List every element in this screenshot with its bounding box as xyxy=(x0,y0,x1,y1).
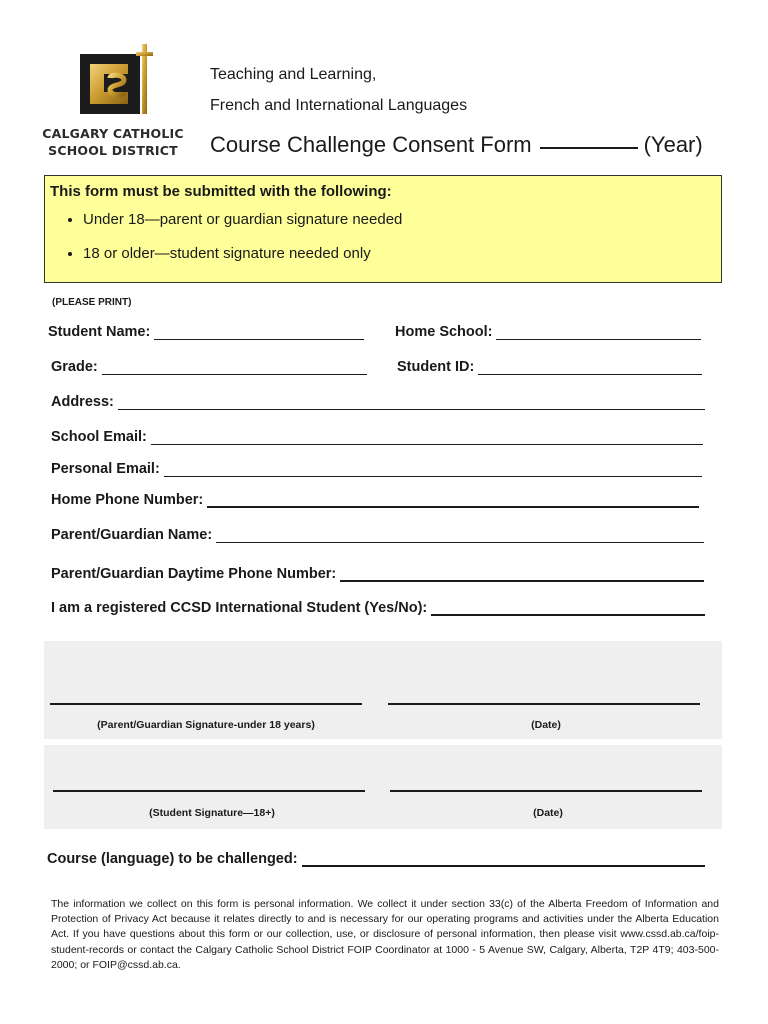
parent-name-field[interactable] xyxy=(51,527,704,543)
student-signature-line[interactable] xyxy=(53,790,365,792)
department-line1: Teaching and Learning, xyxy=(210,66,377,83)
logo-name-line2: SCHOOL DISTRICT xyxy=(48,143,178,158)
year-blank[interactable] xyxy=(540,147,638,149)
notice-bullet-under-18: • Under 18—parent or guardian signature needed xyxy=(83,203,402,237)
requirements-notice xyxy=(44,175,722,283)
logo-name-line1: CALGARY CATHOLIC xyxy=(42,126,184,141)
grade-line[interactable] xyxy=(102,360,367,375)
course-challenged-field[interactable] xyxy=(47,851,705,867)
parent-name-line[interactable] xyxy=(216,528,704,543)
parent-phone-field[interactable] xyxy=(51,566,704,582)
course-challenged-label: Course (language) to be challenged: xyxy=(47,851,298,867)
notice-bullet-18-plus: • 18 or older—student signature needed only xyxy=(83,237,402,271)
student-name-label: Student Name: xyxy=(48,324,151,340)
parent-date-label: (Date) xyxy=(531,719,561,731)
home-school-field[interactable] xyxy=(395,324,701,340)
parent-name-label: Parent/Guardian Name: xyxy=(51,527,213,543)
home-phone-label: Home Phone Number: xyxy=(51,492,204,508)
home-school-line[interactable] xyxy=(496,325,701,340)
student-name-field[interactable] xyxy=(48,324,364,340)
student-signature-section xyxy=(44,745,722,829)
personal-email-label: Personal Email: xyxy=(51,461,160,477)
address-label: Address: xyxy=(51,394,114,410)
international-student-line[interactable] xyxy=(431,600,705,616)
please-print-note: (PLEASE PRINT) xyxy=(52,297,132,308)
personal-email-field[interactable] xyxy=(51,461,702,477)
international-student-label: I am a registered CCSD International Student (Yes/No): xyxy=(51,600,428,616)
notice-list xyxy=(45,203,402,271)
address-line[interactable] xyxy=(118,395,705,410)
school-email-label: School Email: xyxy=(51,429,147,445)
parent-signature-section xyxy=(44,641,722,739)
form-title-main: Course Challenge Consent Form xyxy=(210,132,532,157)
parent-phone-line[interactable] xyxy=(340,566,704,582)
ccsd-logo xyxy=(76,44,158,120)
parent-signature-label: (Parent/Guardian Signature-under 18 years) xyxy=(97,719,315,731)
student-id-field[interactable] xyxy=(397,359,702,375)
school-email-field[interactable] xyxy=(51,429,703,445)
logo-name xyxy=(38,125,188,159)
parent-phone-label: Parent/Guardian Daytime Phone Number: xyxy=(51,566,337,582)
parent-date-line[interactable] xyxy=(388,703,700,705)
course-challenged-line[interactable] xyxy=(302,851,705,867)
school-email-line[interactable] xyxy=(151,430,703,445)
student-date-label: (Date) xyxy=(533,807,563,819)
privacy-notice: The information we collect on this form is personal information. We collect it under section 33(c) of the Alberta Freedom of Information and Protection of Privacy Act because it relates directly to and is necessary for our operating programs and activities under the Alberta Education Act. If you have questions about this form or our collection, use, or disclosure of personal information, then please visit www.cssd.ab.ca/foip-student-records or contact the Calgary Catholic School District FOIP Coordinator at 1000 - 5 Avenue SW, Calgary, Alberta, T2P 4T9; 403-500-2000; or FOIP@cssd.ab.ca. xyxy=(51,898,719,971)
form-title xyxy=(210,132,703,158)
student-date-line[interactable] xyxy=(390,790,702,792)
home-school-label: Home School: xyxy=(395,324,493,340)
student-signature-label: (Student Signature—18+) xyxy=(149,807,275,819)
notice-heading: This form must be submitted with the following: xyxy=(50,183,392,200)
home-phone-field[interactable] xyxy=(51,492,699,508)
student-name-line[interactable] xyxy=(154,325,364,340)
international-student-field[interactable] xyxy=(51,600,705,616)
department-line2: French and International Languages xyxy=(210,97,468,114)
home-phone-line[interactable] xyxy=(207,492,699,508)
form-title-year: (Year) xyxy=(643,132,703,157)
student-id-label: Student ID: xyxy=(397,359,475,375)
grade-field[interactable] xyxy=(51,359,367,375)
student-id-line[interactable] xyxy=(478,360,702,375)
address-field[interactable] xyxy=(51,394,705,410)
parent-signature-line[interactable] xyxy=(50,703,362,705)
grade-label: Grade: xyxy=(51,359,98,375)
personal-email-line[interactable] xyxy=(164,462,702,477)
